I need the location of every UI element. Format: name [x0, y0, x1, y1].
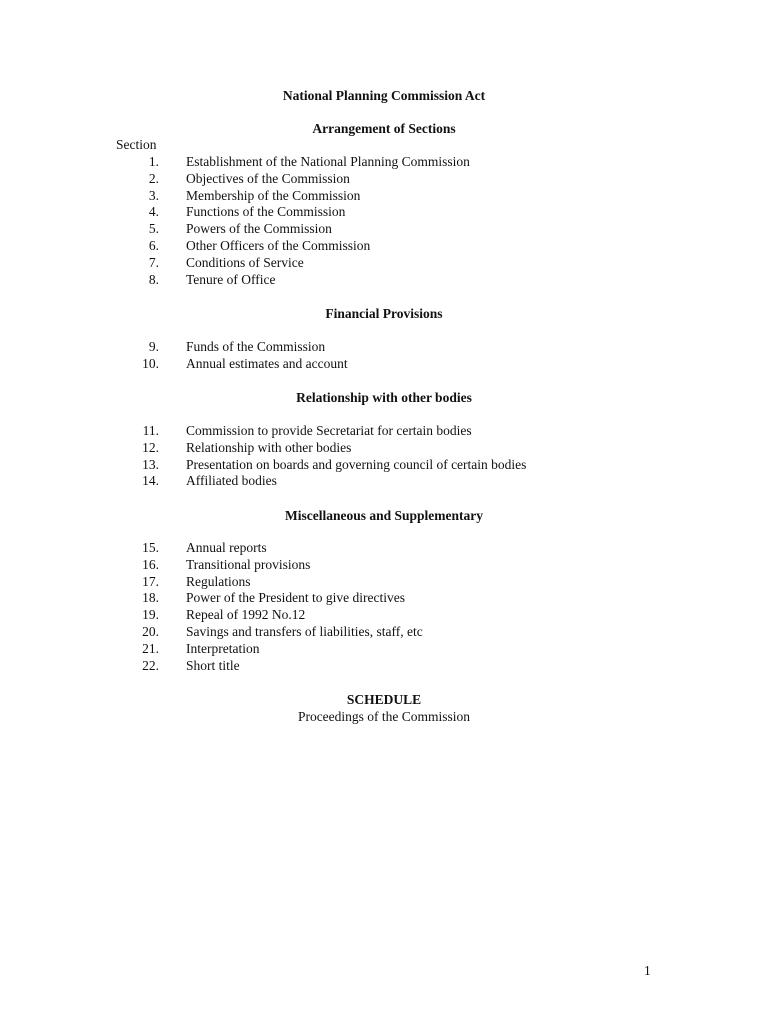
toc-item-number: 12. [142, 439, 159, 455]
toc-item-number: 4. [148, 204, 159, 220]
toc-item-number: 2. [148, 170, 159, 186]
document-title: National Planning Commission Act [282, 88, 486, 103]
toc-item [0, 557, 768, 574]
relationship-heading: Relationship with other bodies [296, 390, 472, 405]
toc-item [0, 272, 768, 289]
toc-item-number: 20. [142, 623, 159, 639]
toc-item-number: 1. [148, 154, 159, 169]
toc-item-number: 11. [142, 423, 159, 438]
toc-item [0, 188, 768, 205]
toc-item [0, 238, 768, 255]
toc-item [0, 607, 768, 624]
toc-item-title: Commission to provide Secretariat for certain bodies [186, 423, 472, 438]
toc-item [0, 473, 768, 490]
toc-item-title: Funds of the Commission [186, 339, 326, 354]
toc-item-title: Objectives of the Commission [186, 170, 350, 186]
toc-item [0, 624, 768, 641]
toc-item [0, 255, 768, 272]
toc-item-number: 5. [148, 221, 159, 237]
toc-item-number: 14. [142, 473, 159, 489]
toc-item-title: Power of the President to give directives [186, 590, 405, 606]
toc-item-title: Presentation on boards and governing council of certain bodies [186, 456, 527, 472]
toc-item [0, 356, 768, 373]
toc-item-title: Annual reports [186, 540, 267, 555]
page-number: 1 [644, 963, 651, 978]
toc-item [0, 440, 768, 457]
toc-item-title: Affiliated bodies [186, 473, 277, 489]
toc-item-number: 15. [142, 540, 159, 555]
toc-item-title: Other Officers of the Commission [186, 237, 371, 253]
toc-group-miscellaneous [0, 540, 768, 674]
toc-item-title: Savings and transfers of liabilities, staff, etc [186, 623, 423, 639]
toc-item-title: Transitional provisions [186, 556, 311, 572]
toc-item [0, 574, 768, 591]
toc-item-number: 6. [148, 237, 159, 253]
toc-item [0, 339, 768, 356]
toc-item-number: 9. [148, 339, 159, 354]
toc-item-title: Relationship with other bodies [186, 439, 352, 455]
toc-group-financial [0, 339, 768, 373]
financial-provisions-heading: Financial Provisions [325, 306, 443, 321]
toc-item-number: 10. [142, 355, 159, 371]
toc-item-number: 16. [142, 556, 159, 572]
toc-item-number: 8. [148, 271, 159, 287]
toc-item [0, 658, 768, 675]
toc-item [0, 457, 768, 474]
toc-item-number: 17. [142, 573, 159, 589]
schedule-subtitle: Proceedings of the Commission [297, 709, 471, 724]
toc-item-title: Functions of the Commission [186, 204, 346, 220]
toc-item [0, 171, 768, 188]
arrangement-heading: Arrangement of Sections [312, 121, 456, 136]
toc-group-general [0, 154, 768, 288]
toc-item-title: Interpretation [186, 640, 260, 656]
toc-item-number: 19. [142, 607, 159, 623]
toc-item-number: 22. [142, 657, 159, 673]
toc-item-number: 21. [142, 640, 159, 656]
toc-item [0, 204, 768, 221]
toc-item [0, 221, 768, 238]
toc-item-title: Tenure of Office [186, 271, 276, 287]
toc-group-relationship [0, 423, 768, 490]
schedule-heading: SCHEDULE [346, 692, 422, 707]
toc-item [0, 540, 768, 557]
toc-item-title: Annual estimates and account [186, 355, 348, 371]
toc-item-title: Establishment of the National Planning Commission [186, 154, 470, 169]
toc-item-title: Short title [186, 657, 240, 673]
toc-item-number: 18. [142, 590, 159, 606]
toc-item [0, 590, 768, 607]
toc-item-title: Regulations [186, 573, 251, 589]
toc-item [0, 423, 768, 440]
toc-item-title: Membership of the Commission [186, 187, 361, 203]
toc-item-number: 3. [148, 187, 159, 203]
toc-item [0, 154, 768, 171]
section-label: Section [116, 137, 157, 152]
toc-item-number: 13. [142, 456, 159, 472]
toc-item-title: Powers of the Commission [186, 221, 332, 237]
toc-item [0, 641, 768, 658]
miscellaneous-heading: Miscellaneous and Supplementary [284, 508, 484, 523]
toc-item-number: 7. [148, 254, 159, 270]
toc-item-title: Repeal of 1992 No.12 [186, 607, 306, 623]
toc-item-title: Conditions of Service [186, 254, 304, 270]
